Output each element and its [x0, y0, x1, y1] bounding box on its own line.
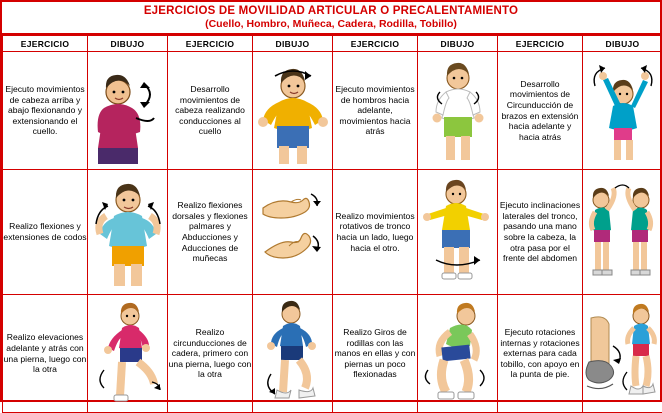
wrist-flexion-icon [253, 174, 332, 290]
table-row [3, 295, 662, 413]
exercise-figure [253, 52, 333, 170]
exercise-text: Ejecuto inclinaciones laterales del tronco, pasando una mano sobre la cabeza, la otra pasa por el frente del abdomen [498, 170, 583, 295]
exercise-text: Ejecuto movimientos de hombros hacia adelante, movimientos hacia atrás [333, 52, 418, 170]
exercise-figure [253, 170, 333, 295]
page-title: EJERCICIOS DE MOVILIDAD ARTICULAR O PRECALENTAMIENTO [2, 5, 660, 18]
trunk-rotation-icon [418, 174, 497, 290]
exercise-text: Realizo movimientos rotativos de tronco hacia un lado, luego hacia el otro. [333, 170, 418, 295]
exercise-figure [583, 295, 662, 413]
table-row [3, 52, 662, 170]
page-subtitle: (Cuello, Hombro, Muñeca, Cadera, Rodilla, Tobillo) [2, 18, 660, 31]
exercise-text: Realizo flexiones dorsales y flexiones palmares y Abducciones y Aducciones de muñecas [168, 170, 253, 295]
header-exercise-1: EJERCICIO [3, 36, 88, 52]
ankle-rotation-icon [583, 298, 662, 410]
elbow-flexion-icon [88, 174, 167, 290]
table-row [3, 170, 662, 295]
exercise-figure [88, 170, 168, 295]
hip-circumduction-icon [253, 298, 332, 410]
exercise-text: Desarrollo movimientos de Circunducción de brazos en extensión hacia adelante y hacia atrás [498, 52, 583, 170]
arm-circumduction-icon [583, 56, 662, 166]
header-drawing-4: DIBUJO [583, 36, 662, 52]
header-exercise-3: EJERCICIO [333, 36, 418, 52]
header-drawing-2: DIBUJO [253, 36, 333, 52]
exercise-text: Ejecuto rotaciones internas y rotaciones externas para cada tobillo, con apoyo en la punta de pie. [498, 295, 583, 413]
exercise-text: Realizo Giros de rodillas con las manos en ellas y con piernas un poco flexionadas [333, 295, 418, 413]
exercise-text: Ejecuto movimientos de cabeza arriba y abajo flexionando y extensionando el cuello. [3, 52, 88, 170]
exercise-text: Realizo circunducciones de cadera, primero con una pierna, luego con la otra [168, 295, 253, 413]
shoulder-circles-icon [418, 56, 497, 166]
exercise-figure [418, 52, 498, 170]
lateral-trunk-bend-icon [583, 174, 662, 290]
exercise-table [2, 35, 662, 413]
neck-flexion-extension-icon [88, 56, 167, 166]
exercise-text: Realizo flexiones y extensiones de codos [3, 170, 88, 295]
leg-swing-icon [88, 298, 167, 410]
header-exercise-2: EJERCICIO [168, 36, 253, 52]
exercise-text: Desarrollo movimientos de cabeza realizando conducciones al cuello [168, 52, 253, 170]
header-drawing-3: DIBUJO [418, 36, 498, 52]
exercise-figure [583, 170, 662, 295]
table-header-row [3, 36, 662, 52]
knee-circles-icon [418, 298, 497, 410]
exercise-figure [88, 52, 168, 170]
exercise-figure [418, 295, 498, 413]
exercise-text: Realizo elevaciones adelante y atrás con una pierna, luego con la otra [3, 295, 88, 413]
exercise-figure [418, 170, 498, 295]
exercise-figure [583, 52, 662, 170]
exercise-figure [253, 295, 333, 413]
title-block [2, 2, 660, 35]
neck-rotation-icon [253, 56, 332, 166]
header-exercise-4: EJERCICIO [498, 36, 583, 52]
exercise-figure [88, 295, 168, 413]
header-drawing-1: DIBUJO [88, 36, 168, 52]
